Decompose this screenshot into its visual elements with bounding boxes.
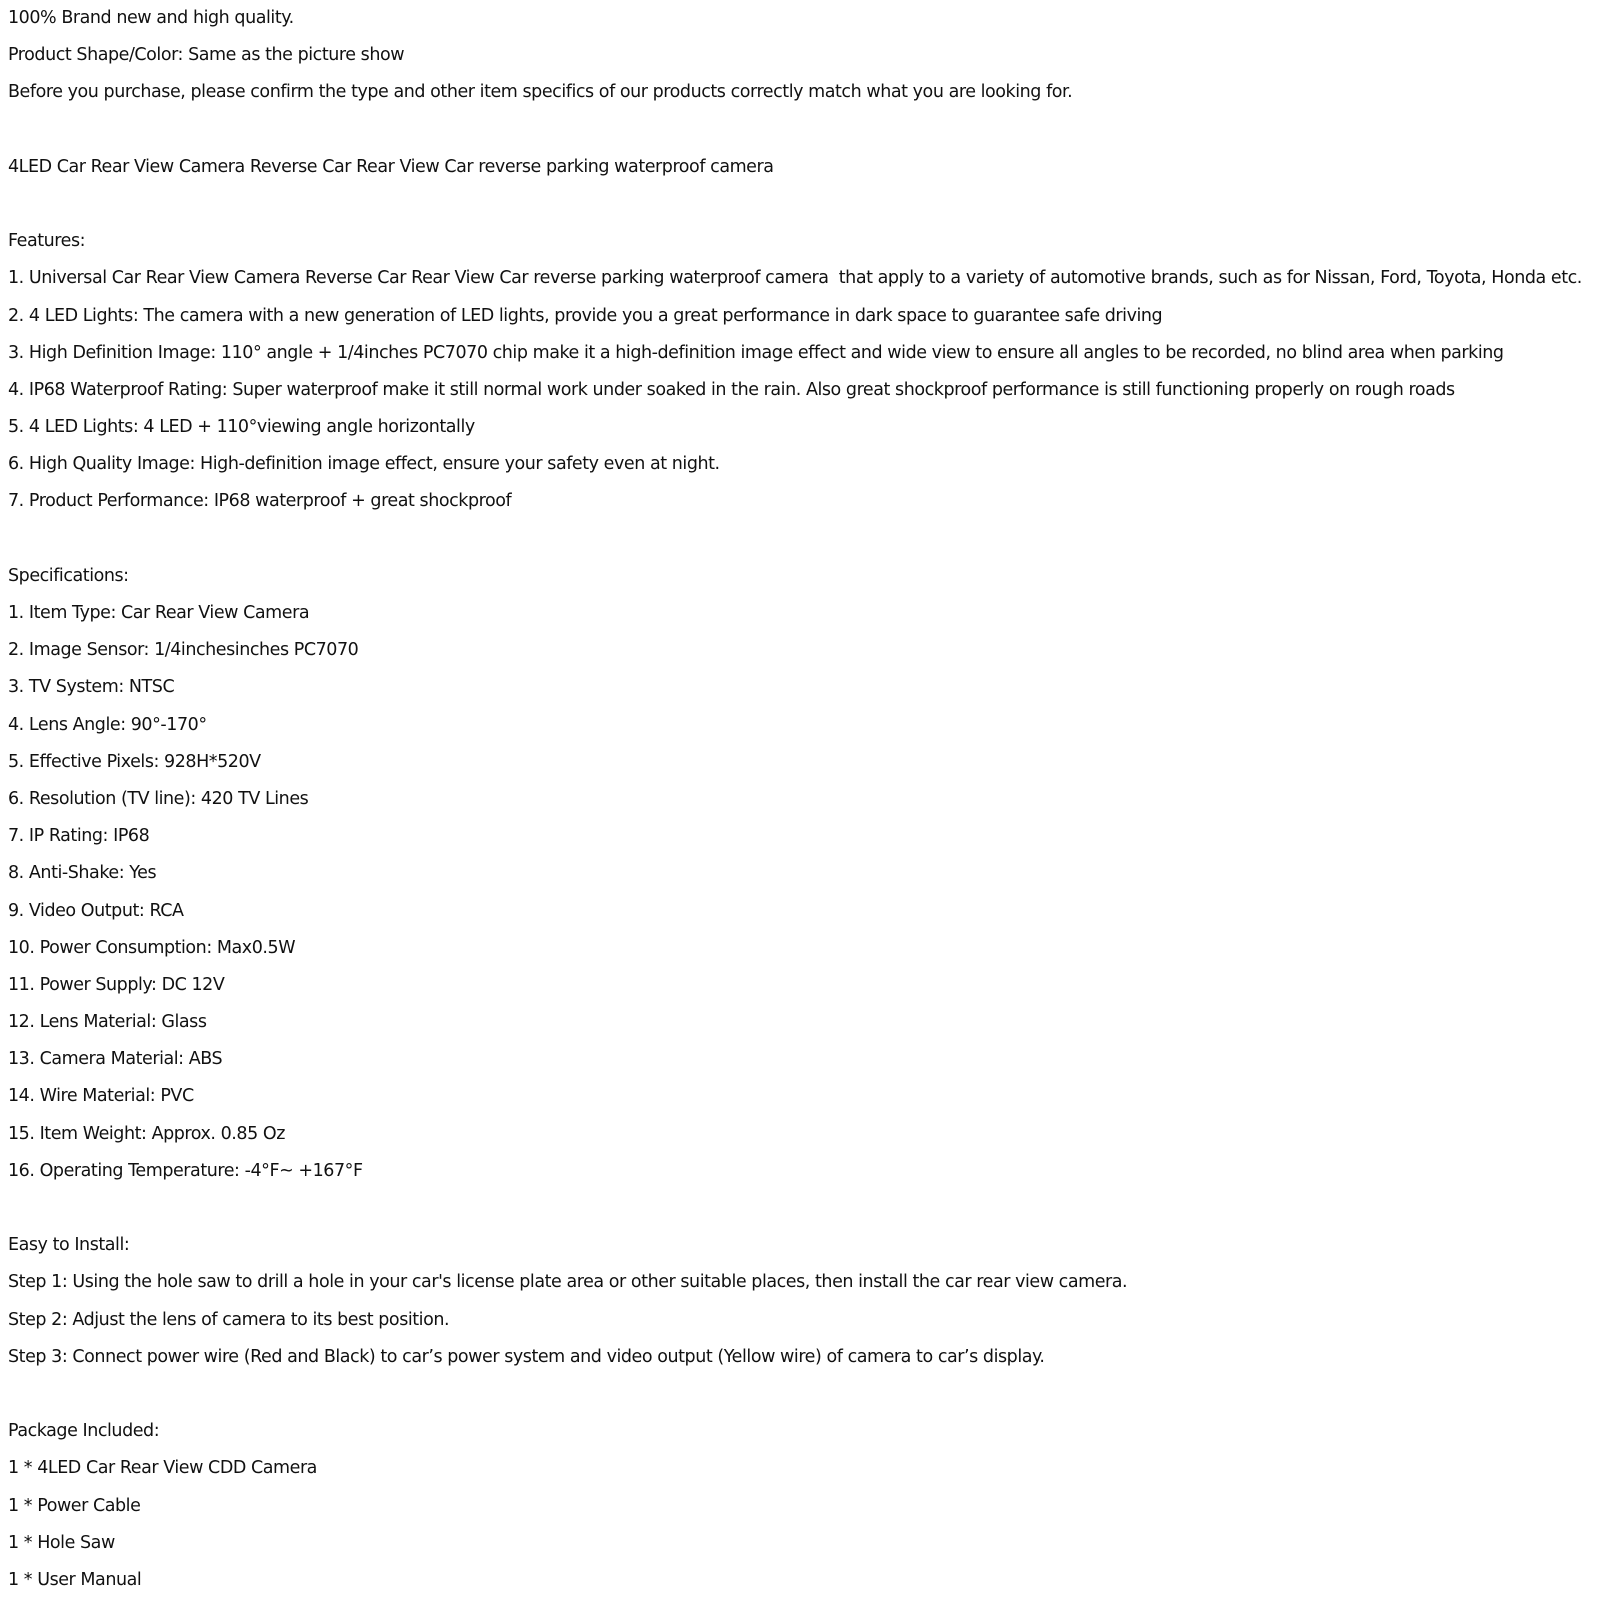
package-item: 1 * 4LED Car Rear View CDD Camera [8,1458,317,1479]
intro-line-purchase-note: Before you purchase, please confirm the type and other item specifics of our products correctly match what you are looking for. [8,82,1073,103]
spec-item: 5. Effective Pixels: 928H*520V [8,751,261,772]
install-heading: Easy to Install: [8,1235,130,1256]
package-item: 1 * Power Cable [8,1495,141,1516]
spec-item: 9. Video Output: RCA [8,900,184,921]
spec-item: 14. Wire Material: PVC [8,1086,194,1107]
install-step: Step 3: Connect power wire (Red and Black) to car’s power system and video output (Yellow wire) of camera to car’s display. [8,1346,1045,1367]
feature-item: 6. High Quality Image: High-definition image effect, ensure your safety even at night. [8,454,720,475]
intro-line-shape-color: Product Shape/Color: Same as the picture show [8,45,405,66]
blank-line [8,1376,1593,1413]
spec-item: 12. Lens Material: Glass [8,1012,207,1033]
feature-item: 5. 4 LED Lights: 4 LED + 110°viewing angle horizontally [8,417,475,438]
spec-item: 8. Anti-Shake: Yes [8,863,157,884]
spec-item: 1. Item Type: Car Rear View Camera [8,603,310,623]
feature-item: 2. 4 LED Lights: The camera with a new generation of LED lights, provide you a great performance in dark space to guarantee safe driving [8,305,1163,326]
blank-line [8,186,1593,223]
blank-line [8,521,1593,558]
spec-item: 15. Item Weight: Approx. 0.85 Oz [8,1123,285,1144]
spec-item: 3. TV System: NTSC [8,677,175,698]
features-heading: Features: [8,231,86,252]
specifications-heading: Specifications: [8,565,129,586]
install-step: Step 2: Adjust the lens of camera to its best position. [8,1309,450,1330]
spec-item: 11. Power Supply: DC 12V [8,974,225,995]
spec-item: 6. Resolution (TV line): 420 TV Lines [8,788,309,809]
spec-item: 2. Image Sensor: 1/4inchesinches PC7070 [8,640,359,661]
spec-item: 10. Power Consumption: Max0.5W [8,937,296,958]
feature-item: 1. Universal Car Rear View Camera Reverse Car Rear View Car reverse parking waterproof camera that apply to a variety of automotive brands, such as for Nissan, Ford, Toyota, Honda etc. [8,268,1582,289]
package-item: 1 * Hole Saw [8,1532,115,1553]
feature-item: 4. IP68 Waterproof Rating: Super waterproof make it still normal work under soaked in the rain. Also great shockproof performance is still functioning properly on rough roads [8,379,1455,400]
intro-line-quality: 100% Brand new and high quality. [8,8,294,28]
spec-item: 16. Operating Temperature: -4°F~ +167°F [8,1160,363,1181]
feature-item: 7. Product Performance: IP68 waterproof + great shockproof [8,491,512,512]
blank-line [8,112,1593,149]
feature-item: 3. High Definition Image: 110° angle + 1/4inches PC7070 chip make it a high-definition image effect and wide view to ensure all angles to be recorded, no blind area when parking [8,342,1504,363]
spec-item: 7. IP Rating: IP68 [8,826,150,847]
product-title: 4LED Car Rear View Camera Reverse Car Rear View Car reverse parking waterproof camera [8,156,774,177]
spec-item: 4. Lens Angle: 90°-170° [8,714,207,735]
package-heading: Package Included: [8,1421,160,1442]
spec-item: 13. Camera Material: ABS [8,1049,223,1070]
blank-line [8,1190,1593,1227]
package-item: 1 * User Manual [8,1569,142,1590]
install-step: Step 1: Using the hole saw to drill a hole in your car's license plate area or other suitable places, then install the car rear view camera. [8,1272,1128,1293]
product-description [8,0,1593,1599]
